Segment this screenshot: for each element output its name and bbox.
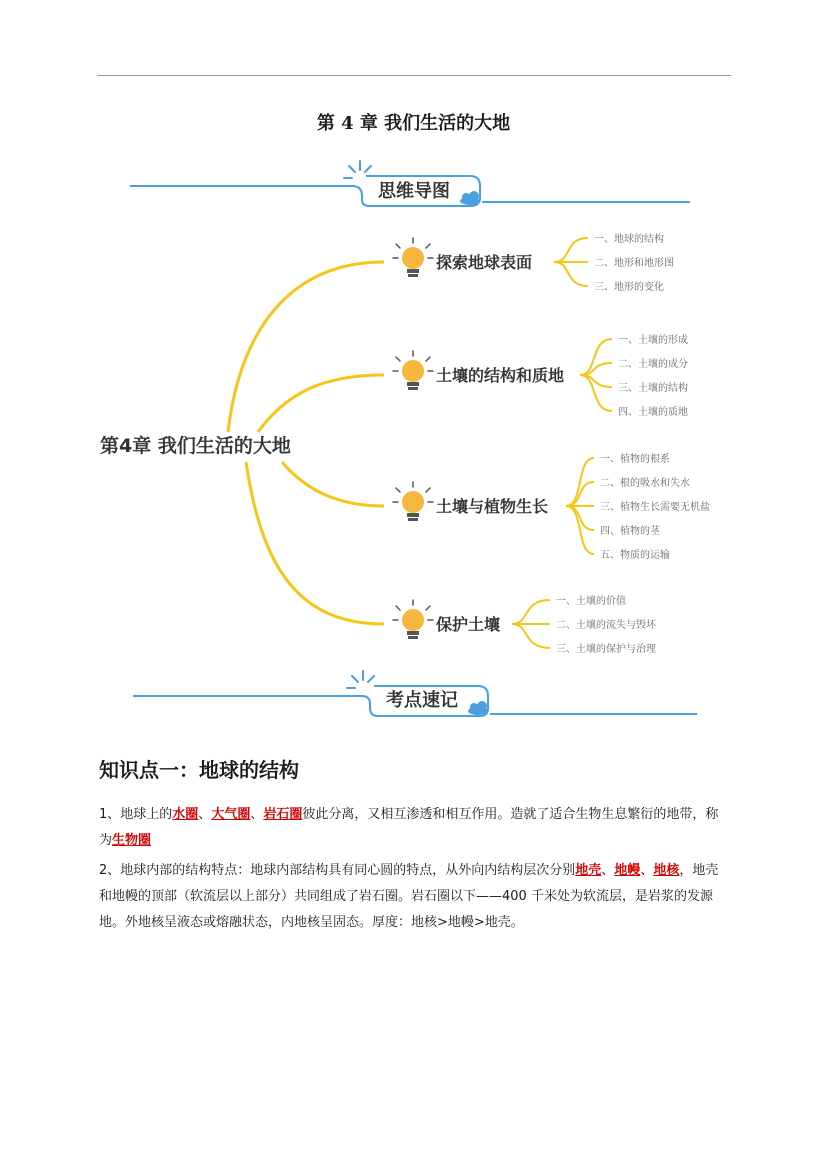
branch-label: 土壤的结构和质地 — [436, 366, 565, 385]
branch-node — [393, 594, 657, 655]
branch-label: 保护土壤 — [436, 615, 501, 634]
sub-item-label: 二、根的吸水和失水 — [600, 478, 690, 489]
sub-item-label: 一、土壤的形成 — [618, 335, 688, 346]
header-rule — [97, 75, 731, 76]
lightbulb-icon — [393, 482, 433, 521]
p1-text-d: 彼此分离，又相互渗透和相互作用。造就了适合生物生息繁衍的地带，称为 — [99, 807, 719, 848]
p2-highlight-1: 地壳 — [575, 863, 602, 878]
branch-node — [393, 232, 674, 293]
sub-branch-curve — [554, 262, 588, 286]
sub-item-label: 一、地球的结构 — [594, 234, 664, 245]
section-heading: 知识点一：地球的结构 — [99, 758, 299, 782]
p1-highlight-4: 生物圈 — [112, 833, 152, 848]
p2-text-b: 、 — [601, 863, 615, 878]
sparkle-icon — [347, 671, 374, 688]
sub-item-label: 四、植物的茎 — [600, 526, 660, 537]
sub-branch-curve — [554, 238, 588, 262]
sub-item-label: 三、地形的变化 — [594, 282, 664, 293]
sub-branch-curve — [580, 339, 612, 375]
sub-branch-curve — [580, 375, 612, 411]
branch-node — [393, 333, 688, 418]
sub-item-label: 三、土壤的保护与治理 — [556, 644, 656, 655]
sub-item-label: 三、植物生长需要无机盐 — [600, 502, 710, 513]
sub-item-label: 二、土壤的成分 — [618, 359, 688, 370]
branch-curve-1 — [228, 262, 384, 432]
cloud-icon — [468, 701, 488, 715]
mind-map — [0, 150, 827, 725]
p2-highlight-2: 地幔 — [614, 863, 641, 878]
lightbulb-icon — [393, 600, 433, 639]
p1-text-a: 1、地球上的 — [99, 807, 173, 822]
branch-label: 土壤与植物生长 — [436, 497, 549, 516]
sub-item-label: 一、植物的根系 — [600, 454, 670, 465]
p2-text-d: ，地壳和地幔的顶部（软流层以上部分）共同组成了岩石圈。岩石圈以下——400 千米处为软流层，是岩浆的发源地。外地核呈液态或熔融状态，内地核呈固态。厚度：地核>地幔>地壳。 — [99, 863, 719, 930]
banner-top-label: 思维导图 — [378, 181, 450, 202]
banner-top — [130, 161, 690, 206]
cloud-icon — [460, 191, 480, 205]
sub-item-label: 二、地形和地形图 — [594, 258, 674, 269]
branch-curve-3 — [282, 462, 384, 506]
p2-text-a: 2、地球内部的结构特点：地球内部结构具有同心圆的特点，从外向内结构层次分别 — [99, 863, 576, 878]
paragraph-1 — [99, 802, 731, 854]
branch-nodes — [393, 232, 710, 655]
sub-item-label: 二、土壤的流失与毁坏 — [556, 620, 656, 631]
p1-text-c: 、 — [250, 807, 264, 822]
p1-text-b: 、 — [198, 807, 212, 822]
sub-item-label: 四、土壤的质地 — [618, 407, 688, 418]
page-title: 第 4 章 我们生活的大地 — [316, 113, 511, 134]
lightbulb-icon — [393, 351, 433, 390]
p2-text-c: 、 — [640, 863, 654, 878]
p1-highlight-3: 岩石圈 — [263, 807, 303, 822]
branch-curve-4 — [246, 462, 384, 624]
sub-branch-curve — [512, 600, 550, 624]
sub-item-label: 一、土壤的价值 — [556, 596, 626, 607]
sub-item-label: 五、物质的运输 — [600, 550, 670, 561]
mindmap-root: 第4章 我们生活的大地 — [100, 435, 291, 457]
branch-node — [393, 452, 710, 561]
p1-highlight-1: 水圈 — [172, 807, 199, 822]
sub-branch-curve — [512, 624, 550, 648]
p2-highlight-3: 地核 — [653, 863, 680, 878]
branch-label: 探索地球表面 — [436, 253, 533, 272]
banner-bottom — [133, 671, 697, 716]
sub-item-label: 三、土壤的结构 — [618, 383, 688, 394]
p1-highlight-2: 大气圈 — [211, 807, 251, 822]
banner-bottom-label: 考点速记 — [386, 690, 458, 711]
branch-curve-2 — [258, 375, 384, 432]
paragraph-2 — [99, 858, 731, 936]
lightbulb-icon — [393, 238, 433, 277]
